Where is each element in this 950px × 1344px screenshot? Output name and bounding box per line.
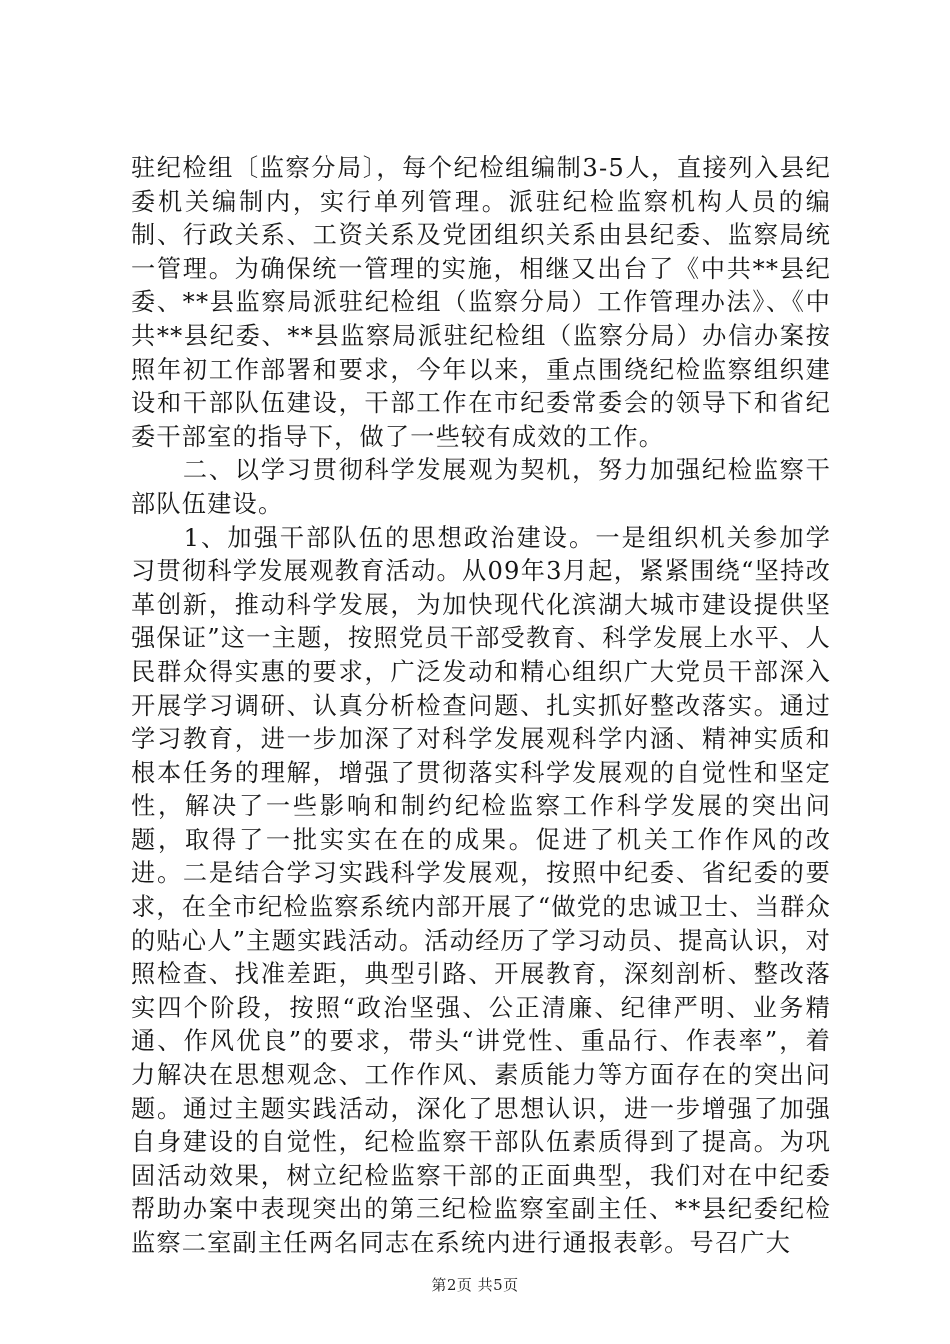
document-body: [131, 152, 831, 1261]
page-number-footer: 第2页 共5页: [431, 1276, 519, 1294]
body-paragraph: 1、加强干部队伍的思想政治建设。一是组织机关参加学习贯彻科学发展观教育活动。从09年3月起，紧紧围绕“坚持改革创新，推动科学发展，为加快现代化滨湖大城市建设提供坚强保证”这一主题，按照党员干部受教育、科学发展上水平、人民群众得实惠的要求，广泛发动和精心组织广大党员干部深入开展学习调研、认真分析检查问题、扎实抓好整改落实。通过学习教育，进一步加深了对科学发展观科学内涵、精神实质和根本任务的理解，增强了贯彻落实科学发展观的自觉性和坚定性，解决了一些影响和制约纪检监察工作科学发展的突出问题，取得了一批实实在在的成果。促进了机关工作作风的改进。二是结合学习实践科学发展观，按照中纪委、省纪委的要求，在全市纪检监察系统内部开展了“做党的忠诚卫士、当群众的贴心人”主题实践活动。活动经历了学习动员、提高认识，对照检查、找准差距，典型引路、开展教育，深刻剖析、整改落实四个阶段，按照“政治坚强、公正清廉、纪律严明、业务精通、作风优良”的要求，带头“讲党性、重品行、作表率”，着力解决在思想观念、工作作风、素质能力等方面存在的突出问题。通过主题实践活动，深化了思想认识，进一步增强了加强自身建设的自觉性，纪检监察干部队伍素质得到了提高。为巩固活动效果，树立纪检监察干部的正面典型，我们对在中纪委帮助办案中表现突出的第三纪检监察室副主任、**县纪委纪检监察二室副主任两名同志在系统内进行通报表彰。号召广大: [131, 523, 831, 1257]
section-heading: 二、以学习贯彻科学发展观为契机，努力加强纪检监察干部队伍建设。: [131, 456, 831, 518]
body-paragraph: 驻纪检组〔监察分局〕，每个纪检组编制3-5人，直接列入县纪委机关编制内，实行单列管理。派驻纪检监察机构人员的编制、行政关系、工资关系及党团组织关系由县纪委、监察局统一管理。为确保统一管理的实施，相继又出台了《中共**县纪委、**县监察局派驻纪检组（监察分局）工作管理办法》、《中共**县纪委、**县监察局派驻纪检组（监察分局）办信办案按照年初工作部署和要求，今年以来，重点围绕纪检监察组织建设和干部队伍建设，干部工作在市纪委常委会的领导下和省纪委干部室的指导下，做了一些较有成效的工作。: [131, 154, 831, 451]
